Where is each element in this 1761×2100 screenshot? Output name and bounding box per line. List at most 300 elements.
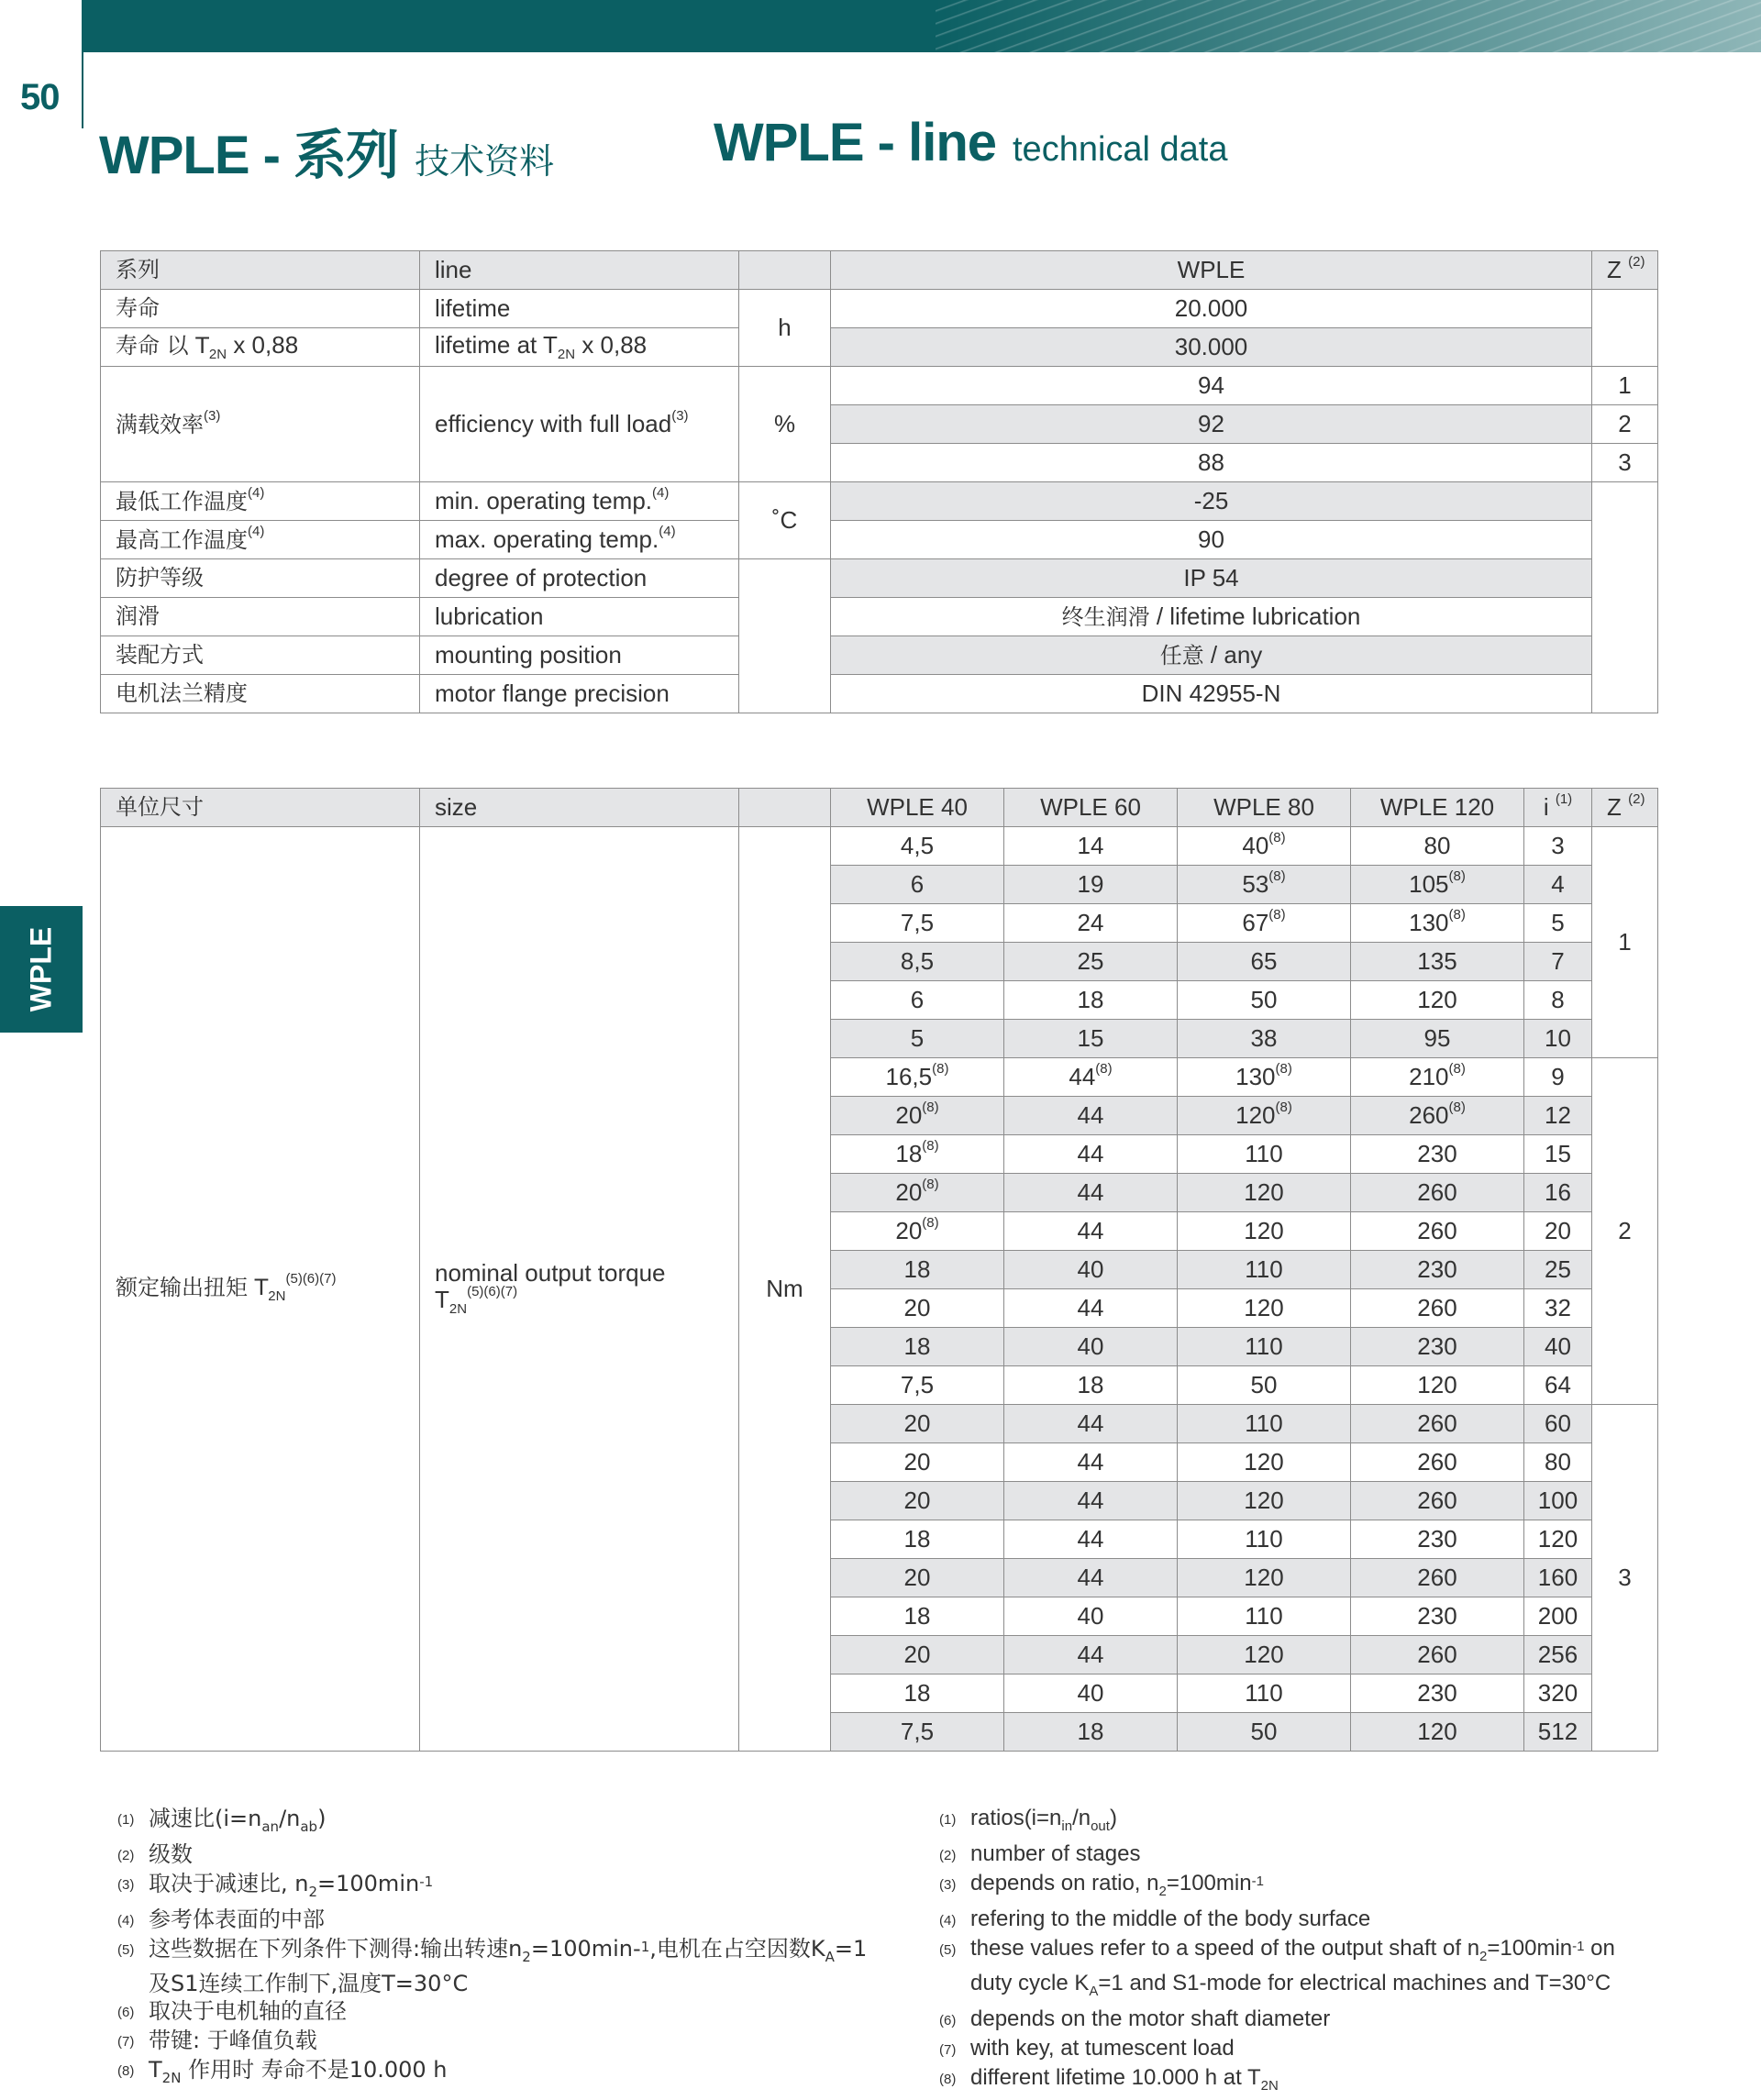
torque-note: (8) bbox=[922, 1100, 939, 1116]
torque-value bbox=[1004, 1597, 1178, 1636]
torque-value bbox=[1178, 1212, 1351, 1251]
torque-number: 120 bbox=[1244, 1641, 1284, 1669]
efficiency-value: 92 bbox=[831, 405, 1592, 444]
mounting-value bbox=[831, 636, 1592, 675]
max-temp-value: 90 bbox=[831, 521, 1592, 559]
footnote-part: number of stages bbox=[970, 1840, 1141, 1866]
margin-rule bbox=[82, 0, 83, 128]
torque-value bbox=[1351, 1135, 1524, 1174]
footnote-part: depends on the motor shaft diameter bbox=[970, 2006, 1331, 2032]
torque-value bbox=[1178, 1482, 1351, 1520]
ratio-value: 64 bbox=[1524, 1366, 1592, 1405]
torque-table bbox=[100, 788, 1658, 1752]
max-temp-cn-text: 最高工作温度 bbox=[116, 527, 248, 554]
footnote-part: T bbox=[149, 2057, 162, 2083]
torque-number: 24 bbox=[1077, 909, 1104, 937]
footnote-part: /n bbox=[279, 1806, 301, 1831]
torque-value bbox=[831, 1674, 1004, 1713]
min-temp-cn-text: 最低工作温度 bbox=[116, 489, 248, 515]
torque-value bbox=[1004, 1251, 1178, 1289]
min-temp-en bbox=[420, 482, 739, 521]
row-mounting bbox=[101, 636, 1658, 675]
torque-note: (8) bbox=[1448, 1061, 1466, 1078]
torque-number: 20 bbox=[903, 1409, 931, 1438]
torque-number: 18 bbox=[903, 1679, 931, 1708]
header-z bbox=[1592, 251, 1658, 290]
title-english bbox=[714, 112, 1228, 173]
footnote-number: (8) bbox=[939, 2072, 957, 2088]
max-temp-cn bbox=[101, 521, 420, 559]
torque-value bbox=[831, 866, 1004, 904]
efficiency-value: 94 bbox=[831, 367, 1592, 405]
torque-number: 7,5 bbox=[900, 1718, 935, 1746]
stage-value: 3 bbox=[1592, 1405, 1658, 1752]
ratio-header bbox=[1524, 789, 1592, 827]
torque-number: 8,5 bbox=[900, 947, 935, 976]
torque-value bbox=[831, 1020, 1004, 1058]
lifetime088-cn bbox=[101, 328, 420, 367]
torque-value bbox=[1178, 866, 1351, 904]
torque-value bbox=[1178, 1443, 1351, 1482]
footnote-part: =100min bbox=[317, 1870, 420, 1896]
footnote bbox=[939, 1840, 1664, 1870]
footnote-number: (5) bbox=[939, 1941, 957, 1958]
i-label: i bbox=[1543, 793, 1549, 822]
page-number: 50 bbox=[20, 77, 60, 117]
footnote-part: 2 bbox=[308, 1883, 318, 1900]
footnote-text bbox=[970, 1870, 1664, 1906]
ratio-value: 9 bbox=[1524, 1058, 1592, 1097]
torque-number: 120 bbox=[1244, 1487, 1284, 1515]
torque-number: 110 bbox=[1245, 1255, 1283, 1284]
mounting-en: mounting position bbox=[420, 636, 739, 675]
torque-number: 120 bbox=[1417, 1371, 1457, 1399]
lubrication-value bbox=[831, 598, 1592, 636]
torque-number: 130 bbox=[1409, 909, 1449, 937]
title-cn-main: WPLE - 系列 bbox=[99, 126, 399, 185]
footnote-text bbox=[970, 1906, 1664, 1935]
torque-value bbox=[1178, 1289, 1351, 1328]
footnote-part: with key, at tumescent load bbox=[970, 2036, 1235, 2061]
torque-number: 230 bbox=[1417, 1679, 1457, 1708]
min-temp-en-note: (4) bbox=[652, 485, 670, 502]
torque-number: 130 bbox=[1235, 1063, 1276, 1091]
torque-value bbox=[1178, 1713, 1351, 1752]
torque-value bbox=[831, 1135, 1004, 1174]
torque-number: 19 bbox=[1077, 870, 1104, 899]
torque-label-cn-note: (5)(6)(7) bbox=[285, 1270, 337, 1287]
footnote-part: an bbox=[261, 1818, 280, 1835]
torque-number: 44 bbox=[1077, 1178, 1104, 1207]
torque-number: 44 bbox=[1077, 1487, 1104, 1515]
row-efficiency-1 bbox=[101, 367, 1658, 405]
lubrication-value-en: / lifetime lubrication bbox=[1149, 602, 1361, 631]
size-header-cn: 单位尺寸 bbox=[101, 789, 420, 827]
lifetime088-en-sub: 2N bbox=[557, 346, 576, 362]
max-temp-en-note: (4) bbox=[659, 524, 676, 540]
ratio-value: 15 bbox=[1524, 1135, 1592, 1174]
footnote-part: 参考体表面的中部 bbox=[149, 1906, 325, 1932]
temp-unit: ˚C bbox=[739, 482, 831, 559]
ratio-value: 25 bbox=[1524, 1251, 1592, 1289]
row-lifetime bbox=[101, 290, 1658, 328]
torque-number: 260 bbox=[1417, 1487, 1457, 1515]
ratio-value: 3 bbox=[1524, 827, 1592, 866]
torque-value bbox=[1178, 904, 1351, 943]
torque-number: 40 bbox=[1077, 1602, 1104, 1630]
ratio-value: 320 bbox=[1524, 1674, 1592, 1713]
torque-value bbox=[1178, 1520, 1351, 1559]
torque-value bbox=[1351, 1713, 1524, 1752]
flange-value: DIN 42955-N bbox=[831, 675, 1592, 713]
footnote bbox=[939, 2064, 1664, 2100]
flange-en: motor flange precision bbox=[420, 675, 739, 713]
torque-number: 6 bbox=[910, 870, 925, 899]
footnote-part: 2 bbox=[1158, 1883, 1167, 1899]
torque-number: 210 bbox=[1409, 1063, 1449, 1091]
torque-number: 44 bbox=[1077, 1217, 1104, 1245]
torque-number: 120 bbox=[1244, 1178, 1284, 1207]
torque-number: 20 bbox=[903, 1641, 931, 1669]
torque-label-en-symbol: T bbox=[435, 1285, 449, 1313]
torque-label-cn-sub: 2N bbox=[268, 1288, 286, 1304]
torque-number: 53 bbox=[1242, 870, 1269, 899]
efficiency-cn-text: 满载效率 bbox=[116, 412, 204, 438]
torque-note: (8) bbox=[1268, 868, 1286, 885]
torque-note: (8) bbox=[1275, 1100, 1292, 1116]
footnote-text bbox=[149, 1870, 879, 1906]
ratio-value: 512 bbox=[1524, 1713, 1592, 1752]
footnote-part: A bbox=[825, 1948, 835, 1965]
header-band bbox=[83, 0, 1761, 52]
row-lubrication bbox=[101, 598, 1658, 636]
efficiency-en-note: (3) bbox=[671, 408, 689, 425]
torque-number: 44 bbox=[1069, 1063, 1096, 1091]
torque-value bbox=[831, 1174, 1004, 1212]
z-note: (2) bbox=[1628, 254, 1645, 271]
footnote-number: (4) bbox=[939, 1912, 957, 1929]
footnote-part: =1 bbox=[834, 1935, 868, 1962]
torque-label-en-text: nominal output torque bbox=[435, 1259, 666, 1288]
torque-value bbox=[831, 1520, 1004, 1559]
torque-number: 120 bbox=[1244, 1564, 1284, 1592]
torque-value bbox=[1351, 1520, 1524, 1559]
torque-value bbox=[1004, 1135, 1178, 1174]
torque-number: 110 bbox=[1245, 1602, 1283, 1630]
i-note: (1) bbox=[1555, 791, 1573, 808]
torque-value bbox=[1004, 1713, 1178, 1752]
footnote-text bbox=[149, 2027, 879, 2056]
side-tab[interactable] bbox=[0, 906, 83, 1033]
torque-number: 14 bbox=[1077, 832, 1104, 860]
min-temp-en-text: min. operating temp. bbox=[435, 487, 653, 515]
lifetime088-cn-pre: 寿命 以 T bbox=[116, 332, 209, 359]
torque-value bbox=[831, 827, 1004, 866]
torque-label-en-note: (5)(6)(7) bbox=[467, 1283, 518, 1299]
stage-value: 2 bbox=[1592, 1058, 1658, 1405]
protection-en: degree of protection bbox=[420, 559, 739, 598]
footnote bbox=[939, 1805, 1664, 1840]
torque-value bbox=[1004, 943, 1178, 981]
torque-value bbox=[1351, 1674, 1524, 1713]
torque-number: 20 bbox=[903, 1487, 931, 1515]
torque-number: 135 bbox=[1417, 947, 1457, 976]
footnote-part: 2N bbox=[161, 2070, 182, 2087]
torque-value bbox=[831, 1097, 1004, 1135]
torque-value bbox=[1178, 1020, 1351, 1058]
torque-note: (8) bbox=[1448, 907, 1466, 923]
torque-number: 260 bbox=[1409, 1101, 1449, 1130]
header-line-en: line bbox=[420, 251, 739, 290]
footnote-number: (7) bbox=[117, 2034, 135, 2050]
footnote bbox=[117, 1906, 879, 1935]
torque-value bbox=[1351, 1482, 1524, 1520]
torque-number: 44 bbox=[1077, 1101, 1104, 1130]
torque-value bbox=[1351, 1289, 1524, 1328]
torque-value bbox=[831, 1289, 1004, 1328]
footnote-part: different lifetime 10.000 h at T bbox=[970, 2065, 1261, 2091]
torque-value bbox=[1004, 1674, 1178, 1713]
torque-number: 18 bbox=[1077, 1718, 1104, 1746]
footnote-part: 减速比(i=n bbox=[149, 1806, 262, 1831]
footnote bbox=[117, 1935, 879, 1998]
col-header: WPLE 80 bbox=[1178, 789, 1351, 827]
torque-value bbox=[1004, 1559, 1178, 1597]
ratio-value: 160 bbox=[1524, 1559, 1592, 1597]
ratio-value: 80 bbox=[1524, 1443, 1592, 1482]
torque-row bbox=[101, 827, 1658, 866]
torque-number: 120 bbox=[1417, 986, 1457, 1014]
torque-value bbox=[1004, 1097, 1178, 1135]
mounting-cn: 装配方式 bbox=[101, 636, 420, 675]
efficiency-unit: % bbox=[739, 367, 831, 482]
torque-value bbox=[831, 1366, 1004, 1405]
torque-value bbox=[1004, 866, 1178, 904]
footnote bbox=[939, 2006, 1664, 2035]
torque-number: 50 bbox=[1250, 1371, 1278, 1399]
torque-number: 18 bbox=[1077, 986, 1104, 1014]
footnote bbox=[117, 1805, 879, 1840]
torque-value bbox=[1004, 1520, 1178, 1559]
footnote-part: /n bbox=[1072, 1806, 1091, 1830]
torque-number: 260 bbox=[1417, 1641, 1457, 1669]
footnote-number: (6) bbox=[939, 2013, 957, 2029]
torque-number: 15 bbox=[1077, 1024, 1104, 1053]
mounting-value-cn: 任意 bbox=[1159, 643, 1204, 669]
efficiency-z: 1 bbox=[1592, 367, 1658, 405]
header-pattern bbox=[936, 0, 1761, 52]
side-tab-label: WPLE bbox=[24, 926, 58, 1012]
torque-number: 18 bbox=[903, 1525, 931, 1553]
torque-number: 260 bbox=[1417, 1217, 1457, 1245]
misc-unit bbox=[739, 559, 831, 713]
footnote bbox=[117, 2056, 879, 2092]
footnote-number: (8) bbox=[117, 2063, 135, 2080]
footnote-text bbox=[970, 1805, 1664, 1840]
footnote-text bbox=[149, 1997, 879, 2027]
row-protection bbox=[101, 559, 1658, 598]
footnote-part: 作用时 寿命不是10.000 h bbox=[181, 2057, 448, 2083]
torque-value bbox=[1004, 827, 1178, 866]
torque-number: 18 bbox=[903, 1255, 931, 1284]
mounting-value-en: / any bbox=[1203, 641, 1263, 669]
torque-value bbox=[831, 1212, 1004, 1251]
footnotes-english bbox=[939, 1805, 1664, 2100]
lifetime-z bbox=[1592, 290, 1658, 367]
footnote-part: 2 bbox=[1479, 1948, 1488, 1964]
efficiency-en bbox=[420, 367, 739, 482]
title-chinese bbox=[99, 112, 554, 189]
max-temp-cn-note: (4) bbox=[248, 524, 265, 540]
footnote bbox=[117, 1870, 879, 1906]
lifetime088-cn-sub: 2N bbox=[208, 346, 227, 362]
footnote bbox=[939, 1906, 1664, 1935]
footnote-text bbox=[970, 2006, 1664, 2035]
torque-value bbox=[1178, 1405, 1351, 1443]
torque-number: 120 bbox=[1417, 1718, 1457, 1746]
torque-value bbox=[831, 1482, 1004, 1520]
torque-number: 50 bbox=[1250, 1718, 1278, 1746]
flange-cn: 电机法兰精度 bbox=[101, 675, 420, 713]
max-temp-en-text: max. operating temp. bbox=[435, 525, 659, 554]
ratio-value: 10 bbox=[1524, 1020, 1592, 1058]
torque-value bbox=[1178, 1366, 1351, 1405]
torque-number: 65 bbox=[1250, 947, 1278, 976]
torque-number: 230 bbox=[1417, 1332, 1457, 1361]
ratio-value: 120 bbox=[1524, 1520, 1592, 1559]
footnote-part: ratios(i=n bbox=[970, 1806, 1062, 1830]
footnote-part: these values refer to a speed of the output shaft of n bbox=[970, 1935, 1480, 1961]
footnote-part: 取决于减速比, n bbox=[149, 1870, 309, 1896]
efficiency-cn-note: (3) bbox=[204, 408, 221, 425]
efficiency-z: 3 bbox=[1592, 444, 1658, 482]
col-header: WPLE 40 bbox=[831, 789, 1004, 827]
torque-note: (8) bbox=[1448, 1100, 1466, 1116]
footnote-part: -1 bbox=[419, 1873, 434, 1890]
footnote-part: ) bbox=[1109, 1806, 1117, 1830]
footnote-part: =100min bbox=[1487, 1935, 1573, 1961]
torque-value bbox=[1178, 1251, 1351, 1289]
lifetime088-cn-post: x 0,88 bbox=[227, 330, 299, 359]
footnote-part: 2 bbox=[522, 1948, 531, 1965]
ratio-value: 12 bbox=[1524, 1097, 1592, 1135]
torque-value bbox=[1004, 1482, 1178, 1520]
torque-number: 230 bbox=[1417, 1602, 1457, 1630]
torque-value bbox=[1351, 1328, 1524, 1366]
torque-number: 40 bbox=[1077, 1679, 1104, 1708]
torque-label-en-sub: 2N bbox=[449, 1301, 468, 1318]
torque-number: 40 bbox=[1242, 832, 1269, 860]
torque-value bbox=[831, 1636, 1004, 1674]
torque-value bbox=[1004, 1058, 1178, 1097]
torque-number: 18 bbox=[895, 1140, 923, 1168]
torque-note: (8) bbox=[1275, 1061, 1292, 1078]
footnote-number: (7) bbox=[939, 2042, 957, 2059]
torque-value bbox=[831, 943, 1004, 981]
max-temp-en bbox=[420, 521, 739, 559]
spec-table bbox=[100, 250, 1658, 713]
footnote bbox=[117, 1840, 879, 1870]
torque-number: 44 bbox=[1077, 1564, 1104, 1592]
torque-value bbox=[1351, 1597, 1524, 1636]
torque-value bbox=[1178, 1559, 1351, 1597]
torque-number: 50 bbox=[1250, 986, 1278, 1014]
torque-number: 230 bbox=[1417, 1525, 1457, 1553]
row-lifetime-088 bbox=[101, 328, 1658, 367]
ratio-value: 16 bbox=[1524, 1174, 1592, 1212]
torque-number: 260 bbox=[1417, 1294, 1457, 1322]
footnote-number: (5) bbox=[117, 1941, 135, 1958]
ratio-value: 20 bbox=[1524, 1212, 1592, 1251]
torque-value bbox=[1004, 1020, 1178, 1058]
torque-value bbox=[1351, 943, 1524, 981]
footnote-part: =1 and S1-mode for electrical machines and T=30°C bbox=[1098, 1971, 1611, 1996]
torque-number: 7,5 bbox=[900, 909, 935, 937]
ratio-value: 8 bbox=[1524, 981, 1592, 1020]
row-flange bbox=[101, 675, 1658, 713]
protection-cn: 防护等级 bbox=[101, 559, 420, 598]
stage-header bbox=[1592, 789, 1658, 827]
footnote-part: -1 bbox=[1251, 1873, 1264, 1889]
ratio-value: 4 bbox=[1524, 866, 1592, 904]
footnote-part: ) bbox=[317, 1806, 327, 1831]
torque-number: 120 bbox=[1244, 1217, 1284, 1245]
lifetime-value: 20.000 bbox=[831, 290, 1592, 328]
ratio-value: 200 bbox=[1524, 1597, 1592, 1636]
torque-number: 6 bbox=[910, 986, 925, 1014]
torque-value bbox=[1351, 1405, 1524, 1443]
torque-number: 67 bbox=[1242, 909, 1269, 937]
title-cn-sub: 技术资料 bbox=[415, 141, 555, 182]
footnote bbox=[939, 1870, 1664, 1906]
torque-number: 40 bbox=[1077, 1332, 1104, 1361]
torque-number: 110 bbox=[1245, 1679, 1283, 1708]
lubrication-en: lubrication bbox=[420, 598, 739, 636]
torque-value bbox=[1351, 904, 1524, 943]
header-wple: WPLE bbox=[831, 251, 1592, 290]
torque-value bbox=[1004, 1289, 1178, 1328]
header-unit bbox=[739, 251, 831, 290]
torque-number: 230 bbox=[1417, 1140, 1457, 1168]
ratio-value: 100 bbox=[1524, 1482, 1592, 1520]
torque-note: (8) bbox=[1268, 830, 1286, 846]
lifetime088-en-pre: lifetime at T bbox=[435, 330, 558, 359]
stage-value: 1 bbox=[1592, 827, 1658, 1058]
torque-header-row bbox=[101, 789, 1658, 827]
torque-value bbox=[831, 1405, 1004, 1443]
torque-number: 95 bbox=[1423, 1024, 1451, 1053]
torque-value bbox=[1351, 866, 1524, 904]
torque-label-cn-text: 额定输出扭矩 T bbox=[116, 1274, 269, 1300]
torque-number: 18 bbox=[903, 1332, 931, 1361]
torque-note: (8) bbox=[922, 1177, 939, 1193]
torque-number: 260 bbox=[1417, 1448, 1457, 1476]
footnote-number: (3) bbox=[117, 1876, 135, 1893]
torque-number: 260 bbox=[1417, 1178, 1457, 1207]
torque-number: 44 bbox=[1077, 1641, 1104, 1669]
footnote-text bbox=[149, 1935, 879, 1998]
torque-number: 40 bbox=[1077, 1255, 1104, 1284]
row-min-temp bbox=[101, 482, 1658, 521]
footnote-part: depends on ratio, n bbox=[970, 1870, 1159, 1896]
torque-value bbox=[1004, 904, 1178, 943]
lubrication-cn: 润滑 bbox=[101, 598, 420, 636]
torque-value bbox=[1004, 1328, 1178, 1366]
torque-value bbox=[1178, 1597, 1351, 1636]
torque-value bbox=[831, 1559, 1004, 1597]
torque-value bbox=[1178, 1058, 1351, 1097]
footnote-text bbox=[970, 1935, 1664, 2006]
